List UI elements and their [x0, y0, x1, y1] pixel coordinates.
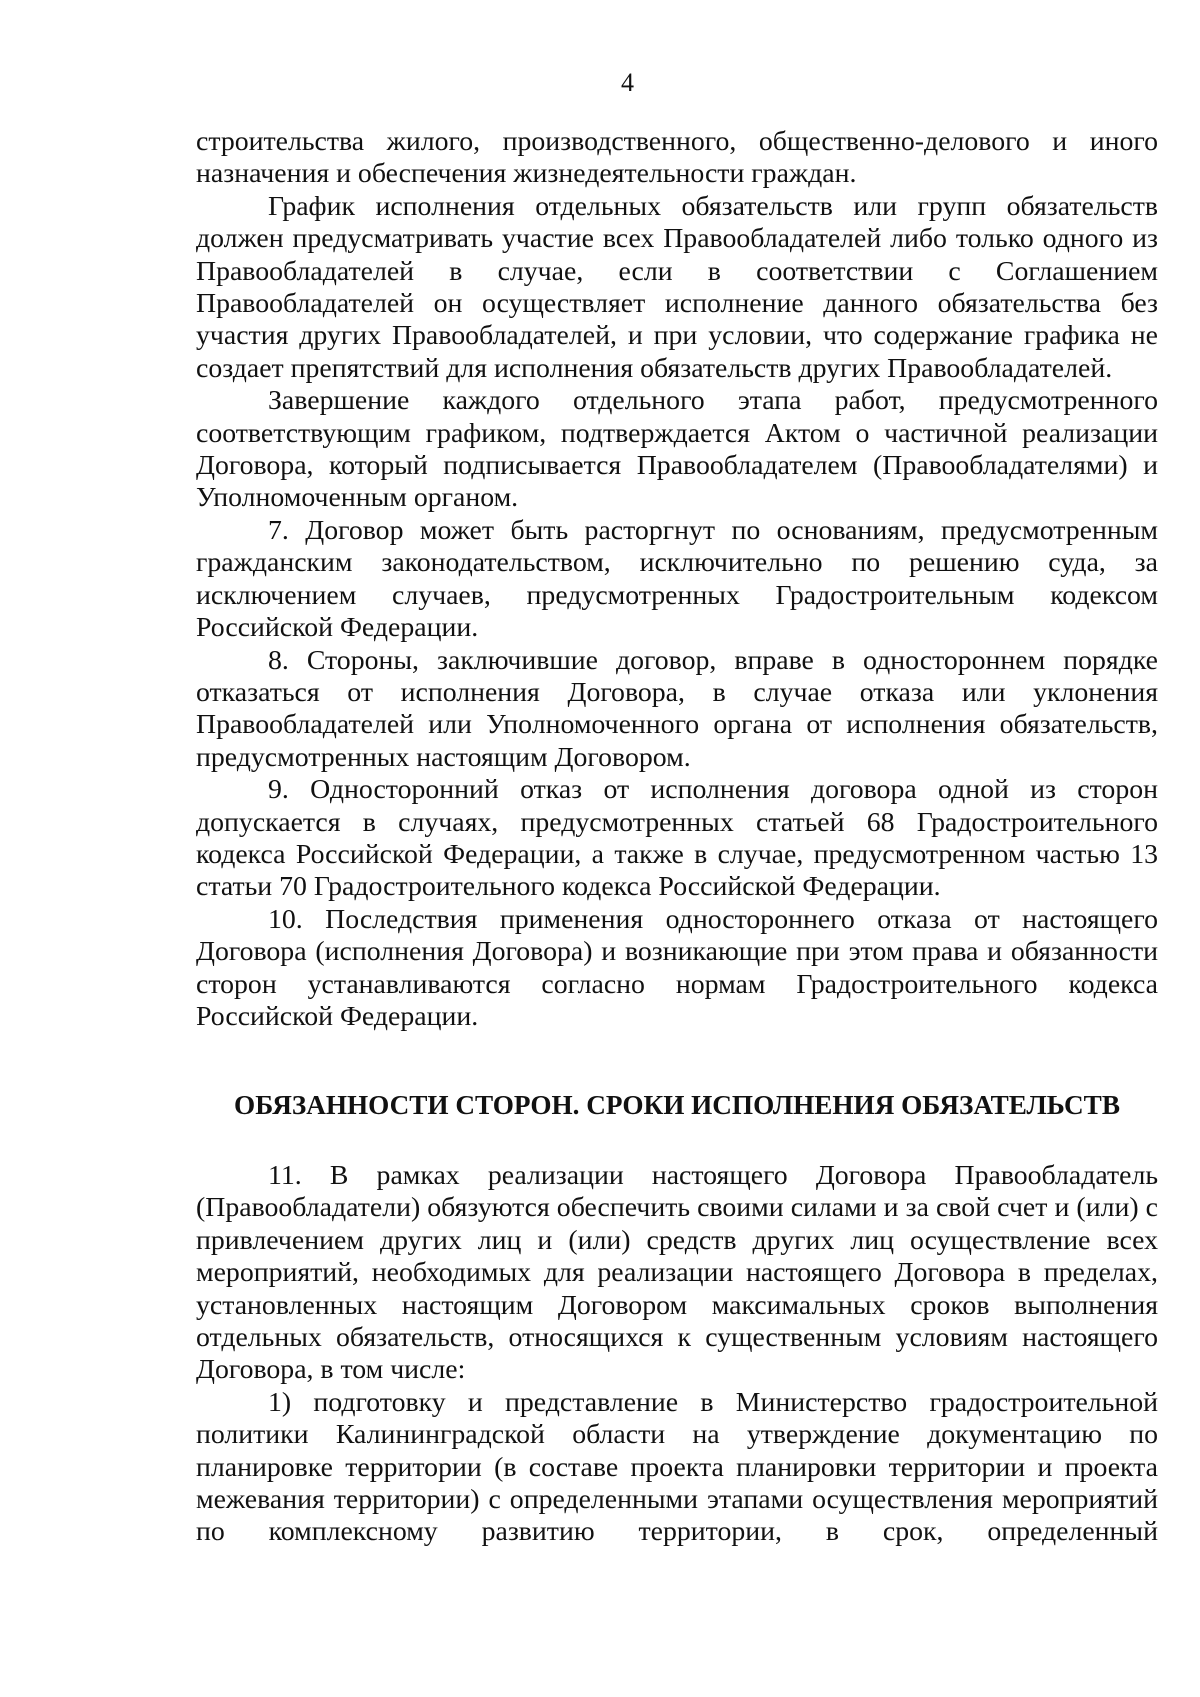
paragraph-clause-7: 7. Договор может быть расторгнут по основаниям, предусмотренным гражданским законодательством, исключительно по решению суда, за исключением случаев, предусмотренных Градостроительным кодексом Российской Федерации. — [196, 514, 1158, 644]
page-number: 4 — [621, 68, 634, 97]
section-heading: ОБЯЗАННОСТИ СТОРОН. СРОКИ ИСПОЛНЕНИЯ ОБЯЗАТЕЛЬСТВ — [234, 1090, 1120, 1120]
paragraph-schedule: График исполнения отдельных обязательств или групп обязательств должен предусматривать участие всех Правообладателей либо только одного из Правообладателей в случае, если в соответствии с Соглашением Правообладателей он осуществляет исполнение данного обязательства без участия других Правообладателей, и при условии, что содержание графика не создает препятствий для исполнения обязательств других Правообладателей. — [196, 190, 1158, 384]
paragraph-clause-8: 8. Стороны, заключившие договор, вправе в одностороннем порядке отказаться от исполнения Договора, в случае отказа или уклонения Правообладателей или Уполномоченного органа от исполнения обязательств, предусмотренных настоящим Договором. — [196, 644, 1158, 773]
document-body-top — [196, 126, 1158, 1033]
paragraph-clause-11: 11. В рамках реализации настоящего Договора Правообладатель (Правообладатели) обязуются обеспечить своими силами и за свой счет и (или) с привлечением других лиц и (или) средств других лиц осуществление всех мероприятий, необходимых для реализации настоящего Договора в пределах, установленных настоящим Договором максимальных сроков выполнения отдельных обязательств, относящихся к существенным условиям настоящего Договора, в том числе: — [196, 1160, 1158, 1386]
paragraph-stage-completion: Завершение каждого отдельного этапа работ, предусмотренного соответствующим графиком, подтверждается Актом о частичной реализации Договора, который подписывается Правообладателем (Правообладателями) и Уполномоченным органом. — [196, 385, 1158, 514]
paragraph-clause-11-item-1: 1) подготовку и представление в Министерство градостроительной политики Калининградской области на утверждение документацию по планировке территории (в составе проекта планировки территории и проекта межевания территории) с определенными этапами осуществления мероприятий по комплексному развитию территории, в срок, определенный — [196, 1386, 1158, 1548]
paragraph-clause-10: 10. Последствия применения одностороннего отказа от настоящего Договора (исполнения Договора) и возникающие при этом права и обязанности сторон устанавливаются согласно нормам Градостроительного кодекса Российской Федерации. — [196, 903, 1158, 1032]
document-body-bottom — [196, 1160, 1158, 1549]
paragraph-clause-9: 9. Односторонний отказ от исполнения договора одной из сторон допускается в случаях, предусмотренных статьей 68 Градостроительного кодекса Российской Федерации, а также в случае, предусмотренном частью 13 статьи 70 Градостроительного кодекса Российской Федерации. — [196, 774, 1158, 903]
paragraph-continuation: строительства жилого, производственного, общественно-делового и иного назначения и обеспечения жизнедеятельности граждан. — [196, 126, 1158, 190]
